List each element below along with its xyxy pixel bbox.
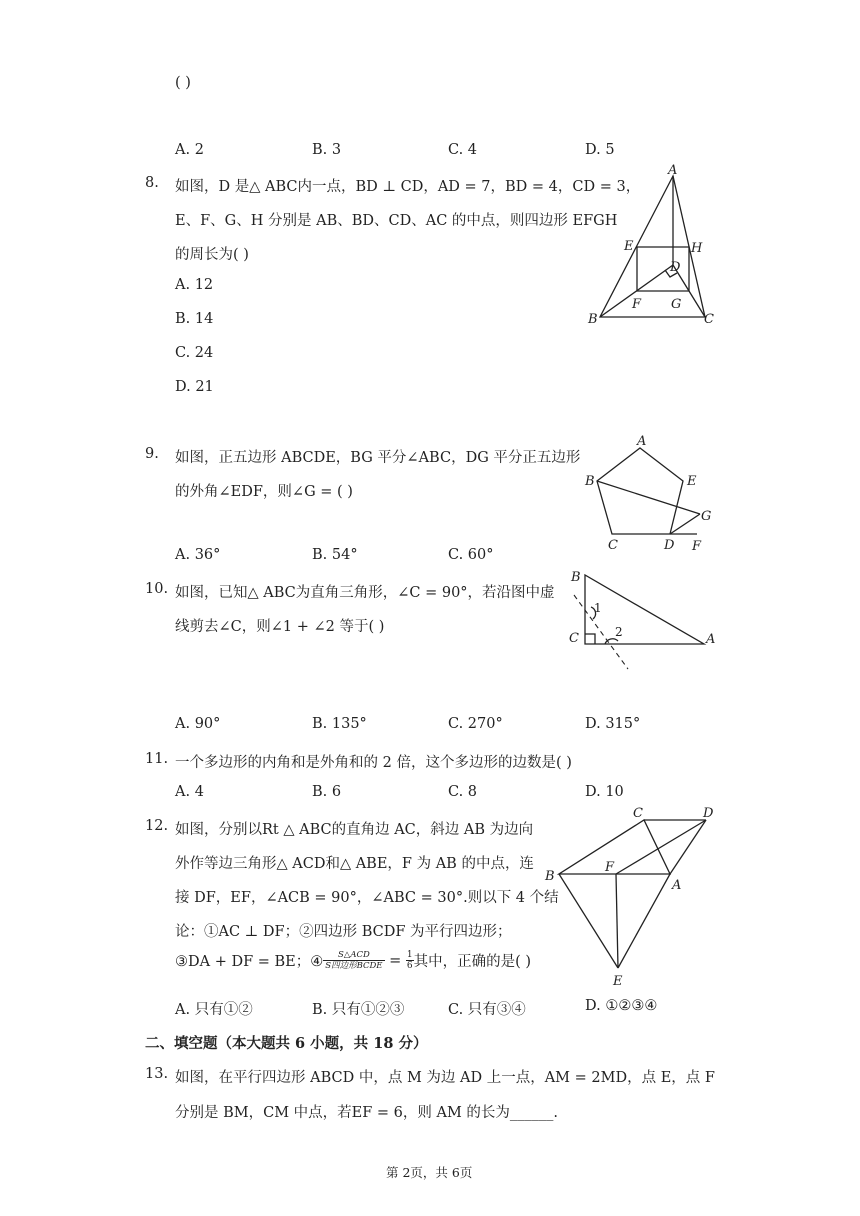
q13-number: 13. [145, 1066, 169, 1082]
q12-segment-da [670, 820, 706, 874]
q8-label-d: D [670, 260, 681, 275]
q12-triangle-abc [559, 820, 670, 874]
q12-number: 12. [145, 818, 169, 834]
q11-option-b: B. 6 [312, 784, 342, 800]
q9-diagram [582, 430, 722, 555]
q12-area-ratio-fraction [323, 950, 384, 971]
q9-label-b: B [585, 474, 595, 489]
q12-segment-be [559, 874, 618, 968]
q12-line-2: 外作等边三角形△ ACD和△ ABE，F 为 AB 的中点，连 [175, 856, 534, 872]
q12-label-e: E [613, 974, 623, 989]
q9-option-c: C. 60° [448, 547, 494, 563]
q12-label-f: F [605, 860, 615, 875]
q10-number: 10. [145, 581, 169, 597]
q8-label-c: C [704, 312, 714, 327]
q11-line: 一个多边形的内角和是外角和的 2 倍，这个多边形的边数是( ) [175, 755, 572, 771]
q9-line-2: 的外角∠EDF，则∠G = ( ) [175, 484, 353, 500]
q8-label-e: E [624, 239, 634, 254]
q10-option-c: C. 270° [448, 716, 503, 732]
q8-line-3: 的周长为( ) [175, 247, 249, 263]
q10-diagram [560, 565, 725, 675]
q12-segment-df [616, 820, 706, 874]
q9-bisector-bg [597, 481, 700, 514]
q12-line-5-start: ③DA + DF = BE；④ [175, 954, 324, 970]
q10-right-angle-mark [585, 634, 595, 644]
q7-option-d: D. 5 [585, 142, 615, 158]
q8-diagram [585, 160, 725, 330]
q12-option-a: A. 只有①② [175, 1002, 253, 1018]
q12-segment-fe [616, 874, 618, 968]
q12-label-d: D [703, 806, 714, 821]
q9-label-c: C [608, 538, 618, 553]
q8-line-1: 如图，D 是△ ABC内一点，BD ⊥ CD，AD = 7，BD = 4，CD = 3， [175, 179, 641, 195]
q9-label-g: G [701, 509, 712, 524]
q10-label-a: A [706, 632, 716, 647]
q8-option-a: A. 12 [175, 277, 214, 293]
q8-option-b: B. 14 [175, 311, 214, 327]
q12-label-a: A [672, 878, 682, 893]
q10-line-2: 线剪去∠C，则∠1 + ∠2 等于( ) [175, 619, 385, 635]
q8-option-d: D. 21 [175, 379, 214, 395]
q12-option-d: D. ①②③④ [585, 998, 658, 1014]
q12-line-3: 接 DF，EF，∠ACB = 90°，∠ABC = 30°.则以下 4 个结 [175, 890, 559, 906]
q9-option-a: A. 36° [175, 547, 221, 563]
q10-label-angle-1: 1 [594, 601, 602, 615]
q8-label-f: F [632, 297, 642, 312]
q8-line-2: E、F、G、H 分别是 AB、BD、CD、AC 的中点，则四边形 EFGH [175, 213, 618, 229]
q9-label-e: E [687, 474, 697, 489]
q12-equals: = [384, 952, 406, 969]
q9-option-b: B. 54° [312, 547, 358, 563]
q12-one-sixth-fraction [406, 950, 414, 971]
q9-label-a: A [637, 434, 647, 449]
page-footer: 第 2页，共 6页 [386, 1165, 473, 1180]
q8-number: 8. [145, 175, 159, 191]
q10-option-a: A. 90° [175, 716, 221, 732]
q7-option-c: C. 4 [448, 142, 478, 158]
q12-line-5-end: 其中，正确的是( ) [413, 954, 532, 970]
q12-fraction-denominator: S四边形BCDE [325, 961, 383, 971]
q12-line-5 [175, 950, 531, 971]
q12-segment-ae [618, 874, 670, 968]
q8-label-h: H [691, 241, 703, 256]
q12-label-b: B [545, 869, 555, 884]
q9-pentagon [597, 448, 683, 534]
q7-paren: ( ) [175, 75, 191, 91]
q8-label-g: G [671, 297, 682, 312]
q12-fraction-numerator: S△ACD [323, 950, 384, 961]
q11-number: 11. [145, 751, 169, 767]
q8-label-b: B [588, 312, 598, 327]
q10-label-b: B [571, 570, 581, 585]
q10-option-d: D. 315° [585, 716, 641, 732]
q11-option-d: D. 10 [585, 784, 624, 800]
q12-option-c: C. 只有③④ [448, 1002, 526, 1018]
q9-label-f: F [692, 539, 702, 554]
q12-line-4: 论：①AC ⊥ DF；②四边形 BCDF 为平行四边形； [175, 924, 512, 940]
q12-label-c: C [633, 806, 643, 821]
q10-label-angle-2: 2 [615, 625, 623, 639]
q11-option-a: A. 4 [175, 784, 204, 800]
q9-number: 9. [145, 446, 159, 462]
q13-line-1: 如图，在平行四边形 ABCD 中，点 M 为边 AD 上一点，AM = 2MD，点 E，点 F [175, 1070, 715, 1086]
q8-label-a: A [668, 163, 678, 178]
q10-option-b: B. 135° [312, 716, 367, 732]
q12-diagram [540, 800, 725, 990]
section-fill-in-title: 二、填空题（本大题共 6 小题，共 18 分） [145, 1035, 428, 1052]
q8-option-c: C. 24 [175, 345, 214, 361]
q9-label-d: D [664, 538, 675, 553]
q12-option-b: B. 只有①②③ [312, 1002, 405, 1018]
q13-line-2: 分别是 BM，CM 中点，若EF = 6，则 AM 的长为______. [175, 1105, 559, 1121]
q12-one-sixth-numerator: 1 [406, 950, 413, 960]
q7-option-a: A. 2 [175, 142, 204, 158]
q12-line-1: 如图，分别以Rt △ ABC的直角边 AC，斜边 AB 为边向 [175, 822, 534, 838]
q12-one-sixth-denominator: 6 [406, 961, 413, 971]
q11-option-c: C. 8 [448, 784, 478, 800]
q7-option-b: B. 3 [312, 142, 342, 158]
q10-line-1: 如图，已知△ ABC为直角三角形，∠C = 90°，若沿图中虚 [175, 585, 555, 601]
q10-label-c: C [569, 631, 579, 646]
q9-line-1: 如图，正五边形 ABCDE，BG 平分∠ABC，DG 平分正五边形 [175, 450, 581, 466]
